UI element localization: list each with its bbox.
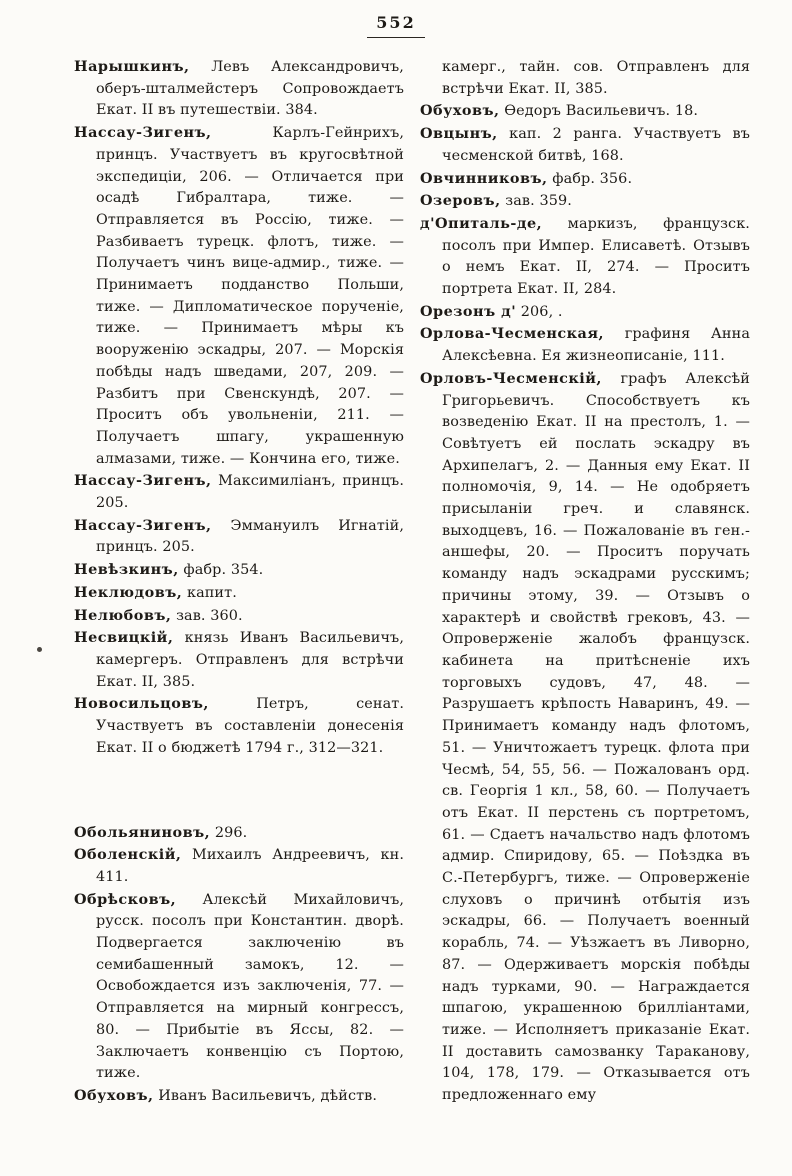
- entry-headword: д'Опиталь-де,: [420, 214, 543, 232]
- index-entry: [74, 559, 404, 582]
- entry-text: Максимиліанъ, принцъ. 205.: [96, 473, 404, 512]
- index-entry: [74, 844, 404, 888]
- entry-headword: Обрѣсковъ,: [74, 890, 177, 908]
- entry-text: Иванъ Васильевичъ, дѣйств.: [153, 1087, 378, 1104]
- entry-headword: Орезонъ д': [420, 302, 517, 320]
- index-entry: [420, 213, 750, 301]
- entry-headword: Оболенскій,: [74, 846, 182, 864]
- entry-headword: Орловъ-Чесменскій,: [420, 369, 602, 387]
- index-entry: [420, 190, 750, 213]
- entry-headword: Овцынъ,: [420, 125, 498, 143]
- index-entry: [74, 515, 404, 559]
- index-entry: [74, 627, 404, 693]
- entry-headword: Обуховъ,: [420, 102, 500, 120]
- entry-headword: Орлова-Чесменская,: [420, 325, 605, 343]
- entry-text: кап. 2 ранга. Участвуетъ въ чесменской битвѣ, 168.: [442, 126, 750, 164]
- entry-text: князь Иванъ Васильевичъ, камергеръ. Отправленъ для встрѣчи Екат. II, 385.: [96, 630, 404, 690]
- entry-headword: Нарышкинъ,: [74, 58, 190, 75]
- ink-speck: [37, 647, 42, 652]
- entry-text: капит.: [182, 584, 237, 601]
- entry-headword: Несвицкій,: [74, 629, 174, 647]
- entry-headword: Овчинниковъ,: [420, 169, 548, 187]
- entry-headword: Нассау-Зигенъ,: [74, 472, 212, 490]
- entry-headword: Озеровъ,: [420, 192, 501, 210]
- entry-text: Ѳедоръ Васильевичъ. 18.: [499, 103, 699, 120]
- entry-text: Эммануилъ Игнатій, принцъ. 205.: [96, 517, 404, 556]
- entry-text: Алексѣй Михайловичъ, русск. посолъ при Константин. дворѣ. Подвергается заключенію въ семибашенный замокъ, 12. — Освобождается изъ заключенія, 77. — Отправляется на мирный конгрессъ, 80. — Прибытіе въ Яссы, 82. — Заключаетъ конвенцію съ Портою, тиже.: [96, 891, 404, 1082]
- index-entry: [74, 822, 404, 845]
- index-column-left: [74, 56, 404, 1108]
- entry-headword: Нелюбовъ,: [74, 606, 172, 624]
- index-entry: [74, 582, 404, 605]
- entry-text: графъ Алексѣй Григорьевичъ. Способствуетъ къ возведенію Екат. II на престолъ, 1. — Совѣтуетъ ей послать эскадру въ Архипелагъ, 2. — Данныя ему Екат. II полномочія, 9, 14. — Не одобряетъ присыланіи греч. и славянск. выходцевъ, 16. — Пожалованіе въ ген.-аншефы, 20. — Проситъ поручать команду надъ эскадрами русскимъ; причины этому, 39. — Отзывъ о характерѣ и свойствѣ грековъ, 43. — Опроверженіе жалобъ французск. кабинета на притѣсненіе ихъ торговыхъ судовъ, 47, 48. — Разрушаетъ крѣпость Наваринъ, 49. — Принимаетъ команду надъ флотомъ, 51. — Уничтожаетъ турецк. флота при Чесмѣ, 54, 55, 56. — Пожалованъ орд. св. Георгія 1 кл., 58, 60. — Получаетъ отъ Екат. II перстень съ портретомъ, 61. — Сдаетъ начальство надъ флотомъ адмир. Спиридову, 65. — Поѣздка въ С.-Петербургъ, тиже. — Опроверженіе слуховъ о причинѣ отбытія изъ эскадры, 66. — Получаетъ военный корабль, 74. — Уѣзжаетъ въ Ливорно, 87. — Одерживаетъ морскія побѣды надъ турками, 90. — Награждается шпагою, украшенною брилліантами, тиже. — Исполняетъ приказаніе Екат. II доставить самозванку Тараканову, 104, 178, 179. — Отказывается отъ предложеннаго ему: [442, 370, 750, 1104]
- index-entry: [74, 470, 404, 514]
- entry-headword: Обольяниновъ,: [74, 823, 211, 841]
- index-entry: [74, 889, 404, 1085]
- entry-text: зав. 359.: [500, 193, 572, 210]
- index-entry: [420, 123, 750, 167]
- index-column-right: [420, 56, 750, 1108]
- entry-headword: Нассау-Зигенъ,: [74, 516, 212, 534]
- entry-text: зав. 360.: [171, 607, 243, 624]
- entry-text: фабр. 356.: [547, 170, 633, 187]
- entry-text: фабр. 354.: [178, 562, 264, 579]
- index-entry: [74, 1085, 404, 1108]
- entry-text: маркизъ, французск. посолъ при Импер. Елисаветѣ. Отзывъ о немъ Екат. II, 274. — Проситъ портрета Екат. II, 284.: [442, 215, 750, 298]
- entry-text: Петръ, сенат. Участвуетъ въ составленіи донесенія Екат. II о бюджетѣ 1794 г., 312—321.: [96, 696, 404, 756]
- entry-text: графиня Анна Алексѣевна. Ея жизнеописаніе, 111.: [442, 326, 750, 365]
- entry-text: камерг., тайн. сов. Отправленъ для встрѣчи Екат. II, 385.: [442, 59, 750, 97]
- page-number: 552: [376, 13, 416, 32]
- index-entry: [420, 100, 750, 123]
- entry-text: Карлъ-Гейнрихъ, принцъ. Участвуетъ въ кругосвѣтной экспедиціи, 206. — Отличается при осадѣ Гибралтара, тиже. — Отправляется въ Россію, тиже. — Разбиваетъ турецк. флотъ, тиже. — Получаетъ чинъ вице-адмир., тиже. — Принимаетъ подданство Польши, тиже. — Дипломатическое порученіе, тиже. — Принимаетъ мѣры къ вооруженію эскадры, 207. — Морскія побѣды надъ шведами, 207, 209. — Разбитъ при Свенскундѣ, 207. — Проситъ объ увольненіи, 211. — Получаетъ шпагу, украшенную алмазами, тиже. — Кончина его, тиже.: [96, 125, 404, 467]
- entry-headword: Неклюдовъ,: [74, 583, 183, 601]
- index-entry: [420, 168, 750, 191]
- index-entry: [74, 693, 404, 759]
- entry-headword: Новосильцовъ,: [74, 695, 209, 713]
- index-entry: [420, 323, 750, 367]
- index-entry: [74, 56, 404, 122]
- entry-headword: Обуховъ,: [74, 1086, 154, 1104]
- index-entry: [74, 122, 404, 470]
- index-entry: [420, 368, 750, 1107]
- entry-headword: Нассау-Зигенъ,: [74, 124, 212, 142]
- index-entry: [420, 301, 750, 324]
- index-entry: [74, 605, 404, 628]
- entry-text: Михаилъ Андреевичъ, кн. 411.: [96, 847, 404, 885]
- entry-headword: Невѣзкинъ,: [74, 561, 179, 579]
- index-entry-continuation: [420, 56, 750, 100]
- entry-text: 206, .: [516, 303, 563, 320]
- header-rule: [367, 37, 425, 38]
- entry-text: Левъ Александровичъ, оберъ-шталмейстеръ Сопровождаетъ Екат. II въ путешествіи. 384.: [96, 59, 404, 119]
- entry-text: 296.: [210, 824, 248, 841]
- index-columns: [74, 56, 750, 1108]
